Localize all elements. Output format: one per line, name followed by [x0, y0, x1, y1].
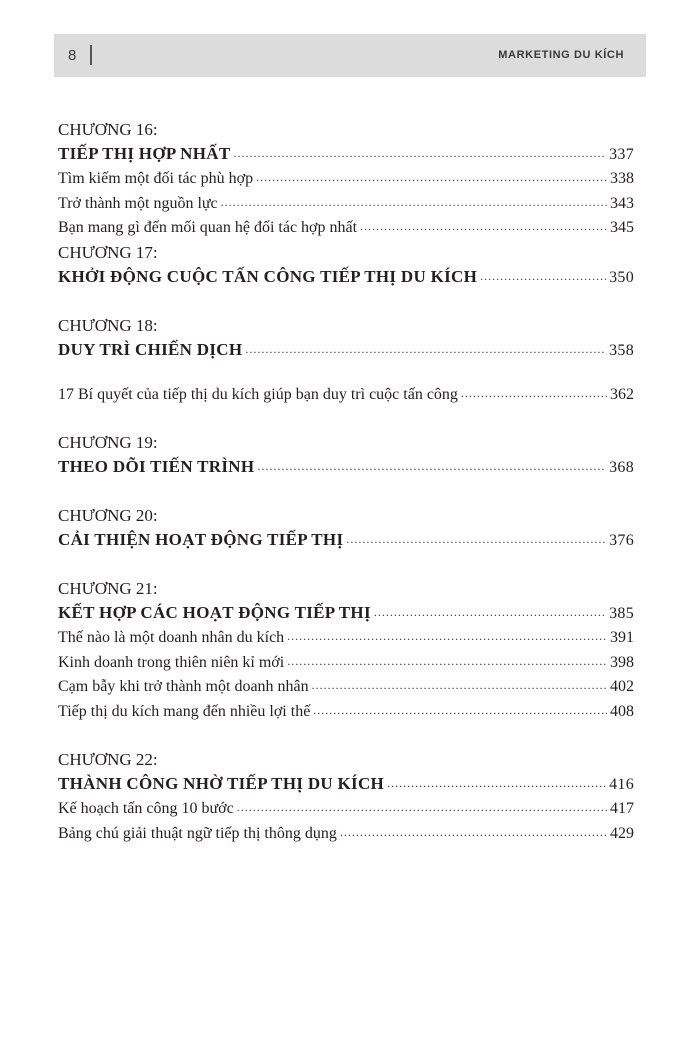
dot-leader — [461, 382, 607, 406]
toc-entry-title: TIẾP THỊ HỢP NHẤT — [58, 144, 231, 163]
toc-entry[interactable] — [58, 601, 634, 626]
toc-entry-title: Bạn mang gì đến mối quan hệ đối tác hợp nhất — [58, 219, 358, 236]
toc-entry[interactable] — [58, 651, 634, 676]
toc-entry[interactable] — [58, 216, 634, 241]
toc-entry[interactable] — [58, 192, 634, 217]
chapter-16-heading: CHƯƠNG 16: — [58, 120, 158, 139]
running-title: MARKETING DU KÍCH — [498, 49, 624, 61]
toc-entry[interactable] — [58, 675, 634, 700]
toc-entry-page: 416 — [609, 776, 634, 793]
dot-leader — [340, 821, 607, 845]
dot-leader — [287, 625, 607, 649]
toc-entry-page: 408 — [610, 702, 634, 720]
toc-entry-title: 17 Bí quyết của tiếp thị du kích giúp bạn duy trì cuộc tấn công — [58, 385, 458, 403]
toc-entry-title: CẢI THIỆN HOẠT ĐỘNG TIẾP THỊ — [58, 530, 344, 549]
toc-entry-title: KHỞI ĐỘNG CUỘC TẤN CÔNG TIẾP THỊ DU KÍCH — [58, 266, 478, 286]
dot-leader — [387, 771, 606, 795]
chapter-18-heading: CHƯƠNG 18: — [58, 315, 158, 335]
toc-entry[interactable] — [58, 265, 634, 290]
toc-entry-title: Cạm bẫy khi trở thành một doanh nhân — [58, 678, 309, 695]
chapter-19-heading: CHƯƠNG 19: — [58, 433, 158, 452]
chapter-20-heading: CHƯƠNG 20: — [58, 506, 158, 525]
toc-entry-page: 398 — [610, 653, 634, 671]
toc-entry-title: Tiếp thị du kích mang đến nhiều lợi thế — [58, 702, 311, 720]
dot-leader — [287, 650, 607, 674]
toc-entry-page: 337 — [609, 146, 634, 163]
dot-leader — [237, 796, 607, 820]
table-of-contents — [58, 118, 634, 846]
toc-entry-page: 391 — [610, 629, 634, 646]
dot-leader — [374, 600, 606, 624]
dot-leader — [313, 699, 607, 723]
toc-entry[interactable] — [58, 167, 634, 192]
toc-entry[interactable] — [58, 528, 634, 553]
toc-entry[interactable] — [58, 383, 634, 408]
toc-entry[interactable] — [58, 772, 634, 797]
chapter-17-heading: CHƯƠNG 17: — [58, 242, 158, 262]
toc-entry-title: DUY TRÌ CHIẾN DỊCH — [58, 339, 243, 359]
toc-entry-page: 385 — [609, 605, 634, 622]
toc-entry[interactable] — [58, 455, 634, 480]
dot-leader — [221, 191, 607, 215]
toc-entry[interactable] — [58, 338, 634, 363]
dot-leader — [346, 527, 606, 551]
toc-entry-title: Kế hoạch tấn công 10 bước — [58, 800, 234, 817]
toc-entry-page: 343 — [610, 194, 634, 212]
toc-entry-title: Tìm kiếm một đối tác phù hợp — [58, 170, 254, 187]
dot-leader — [245, 337, 606, 361]
toc-entry-title: Trở thành một nguồn lực — [58, 194, 218, 212]
toc-entry-title: THEO DÕI TIẾN TRÌNH — [58, 457, 255, 476]
toc-entry-title: THÀNH CÔNG NHỜ TIẾP THỊ DU KÍCH — [58, 774, 385, 793]
toc-entry-page: 429 — [610, 824, 634, 842]
toc-entry-page: 417 — [610, 800, 634, 817]
page-number: 8 — [68, 47, 77, 64]
toc-entry-title: KẾT HỢP CÁC HOẠT ĐỘNG TIẾP THỊ — [58, 603, 371, 622]
dot-leader — [360, 215, 607, 239]
toc-entry-title: Thế nào là một doanh nhân du kích — [58, 629, 285, 646]
toc-entry-page: 350 — [609, 268, 634, 286]
toc-entry[interactable] — [58, 822, 634, 847]
toc-entry[interactable] — [58, 797, 634, 822]
header-divider — [90, 45, 92, 65]
toc-entry[interactable] — [58, 142, 634, 167]
toc-entry-title: Bảng chú giải thuật ngữ tiếp thị thông dụng — [58, 824, 337, 842]
toc-entry[interactable] — [58, 626, 634, 651]
dot-leader — [312, 674, 607, 698]
toc-entry-page: 368 — [609, 459, 634, 476]
dot-leader — [256, 166, 607, 190]
dot-leader — [233, 141, 606, 165]
toc-entry[interactable] — [58, 700, 634, 725]
dot-leader — [480, 264, 606, 288]
toc-entry-title: Kinh doanh trong thiên niên kỉ mới — [58, 653, 285, 671]
toc-entry-page: 362 — [610, 385, 634, 403]
dot-leader — [257, 454, 606, 478]
toc-entry-page: 345 — [610, 219, 634, 236]
chapter-22-heading: CHƯƠNG 22: — [58, 750, 158, 769]
page-header — [54, 34, 646, 77]
toc-entry-page: 338 — [610, 170, 634, 187]
toc-entry-page: 402 — [610, 678, 634, 695]
toc-entry-page: 358 — [609, 341, 634, 359]
chapter-21-heading: CHƯƠNG 21: — [58, 579, 158, 598]
toc-entry-page: 376 — [609, 532, 634, 549]
